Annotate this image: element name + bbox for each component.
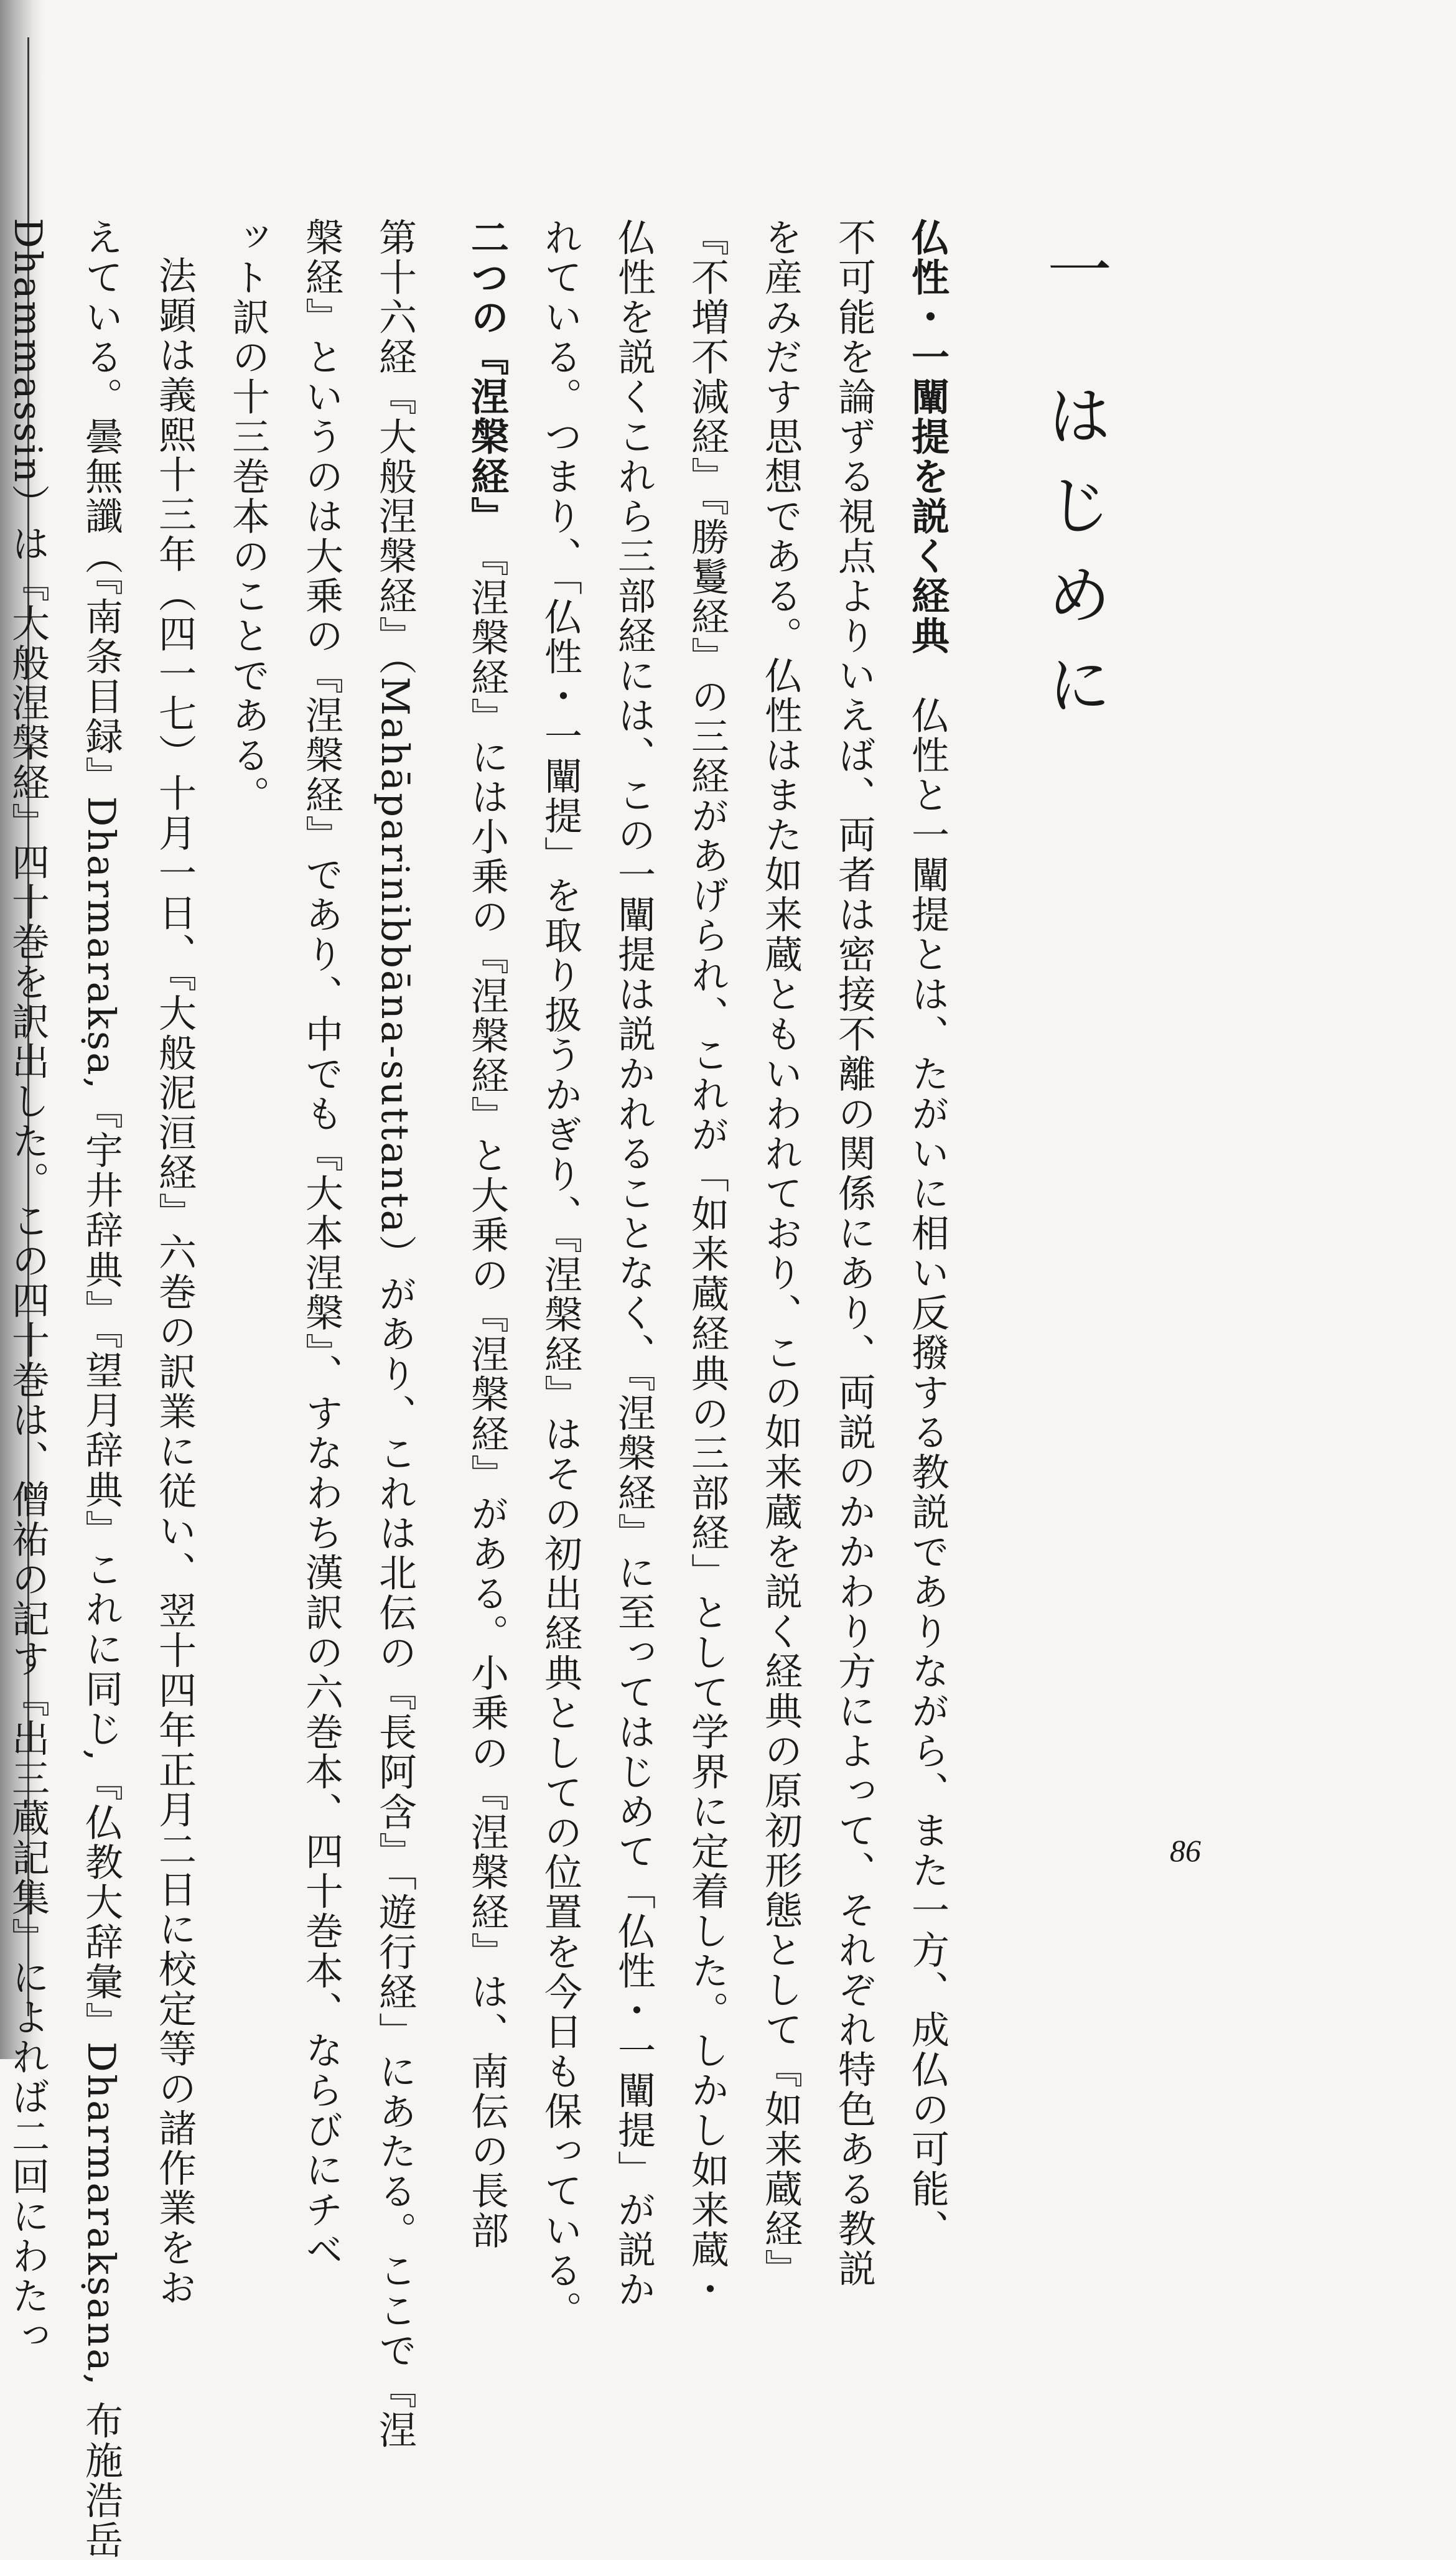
paragraph-3-line-3: Dhammassin）は『大般涅槃経』四十巻を訳出した。この四十巻は、僧祐の記す『出三蔵記集』によれば二回にわたっ [6,218,50,2357]
chapter-number: 一 [1036,236,1112,326]
paragraph-1-line-6: れている。つまり、「仏性・一闡提」を取り扱うかぎり、『涅槃経』はその初出経典としての位置を今日も保っている。 [538,218,582,2330]
paragraph-2-line-2: 第十六経『大般涅槃経』（Mahāparinibbāna-suttanta）があり、これは北伝の『長阿含』「遊行経」にあたる。ここで『涅 [373,218,417,2450]
chapter-heading [1037,236,1111,1811]
section-heading-buddha-nature: 仏性・一闡提を説く経典 [905,218,950,656]
chapter-title: はじめに [1036,382,1112,740]
paragraph-3-line-1: 法顕は義熙十三年（四一七）十月一日、『大般泥洹経』六巻の訳業に従い、翌十四年正月二日に校定等の諸作業をお [152,256,197,2308]
paragraph-3-line-2: えている。曇無讖（『南条目録』Dharmarakṣa,『宇井辞典』『望月辞典』これに同じ,『仏教大辞彙』Dharmarakṣana, 布施浩岳 [79,218,123,2560]
vertical-text-block [0,218,1112,2560]
paragraph-1-line-1: 仏性・一闡提を説く経典 仏性と一闡提とは、たがいに相い反撥する教説でありながら、また一方、成仏の可能、 [905,218,950,2249]
paragraph-2-line-3: 槃経』というのは大乗の『涅槃経』であり、中でも『大本涅槃』、すなわち漢訳の六巻本、四十巻本、ならびにチベ [299,218,343,2270]
paragraph-2-line-1: 二つの『涅槃経』 『涅槃経』には小乗の『涅槃経』と大乗の『涅槃経』がある。小乗の『涅槃経』は、南伝の長部 [465,218,509,2251]
page-number: 86 [1170,1833,1201,1868]
paragraph-1-line-4: 『不増不減経』『勝鬘経』の三経があげられ、これが「如来蔵経典の三部経」として学界に定着した。しかし如来蔵・ [685,218,729,2310]
paragraph-1-line-3: を産みだす思想である。仏性はまた如来蔵ともいわれており、この如来蔵を説く経典の原初形態として『如来蔵経』 [758,218,803,2289]
paragraph-1-line-5: 仏性を説くこれら三部経には、この一闡提は説かれることなく、『涅槃経』に至ってはじめて「仏性・一闡提」が説か [612,218,656,2310]
paragraph-1-line-2: 不可能を論ずる視点よりいえば、両者は密接不離の関係にあり、両説のかかわり方によって、それぞれ特色ある教説 [832,218,876,2289]
paragraph-2-line-4: ット訳の十三巻本のことである。 [226,218,270,815]
section-heading-two-nirvana-sutras: 二つの『涅槃経』 [465,218,509,518]
